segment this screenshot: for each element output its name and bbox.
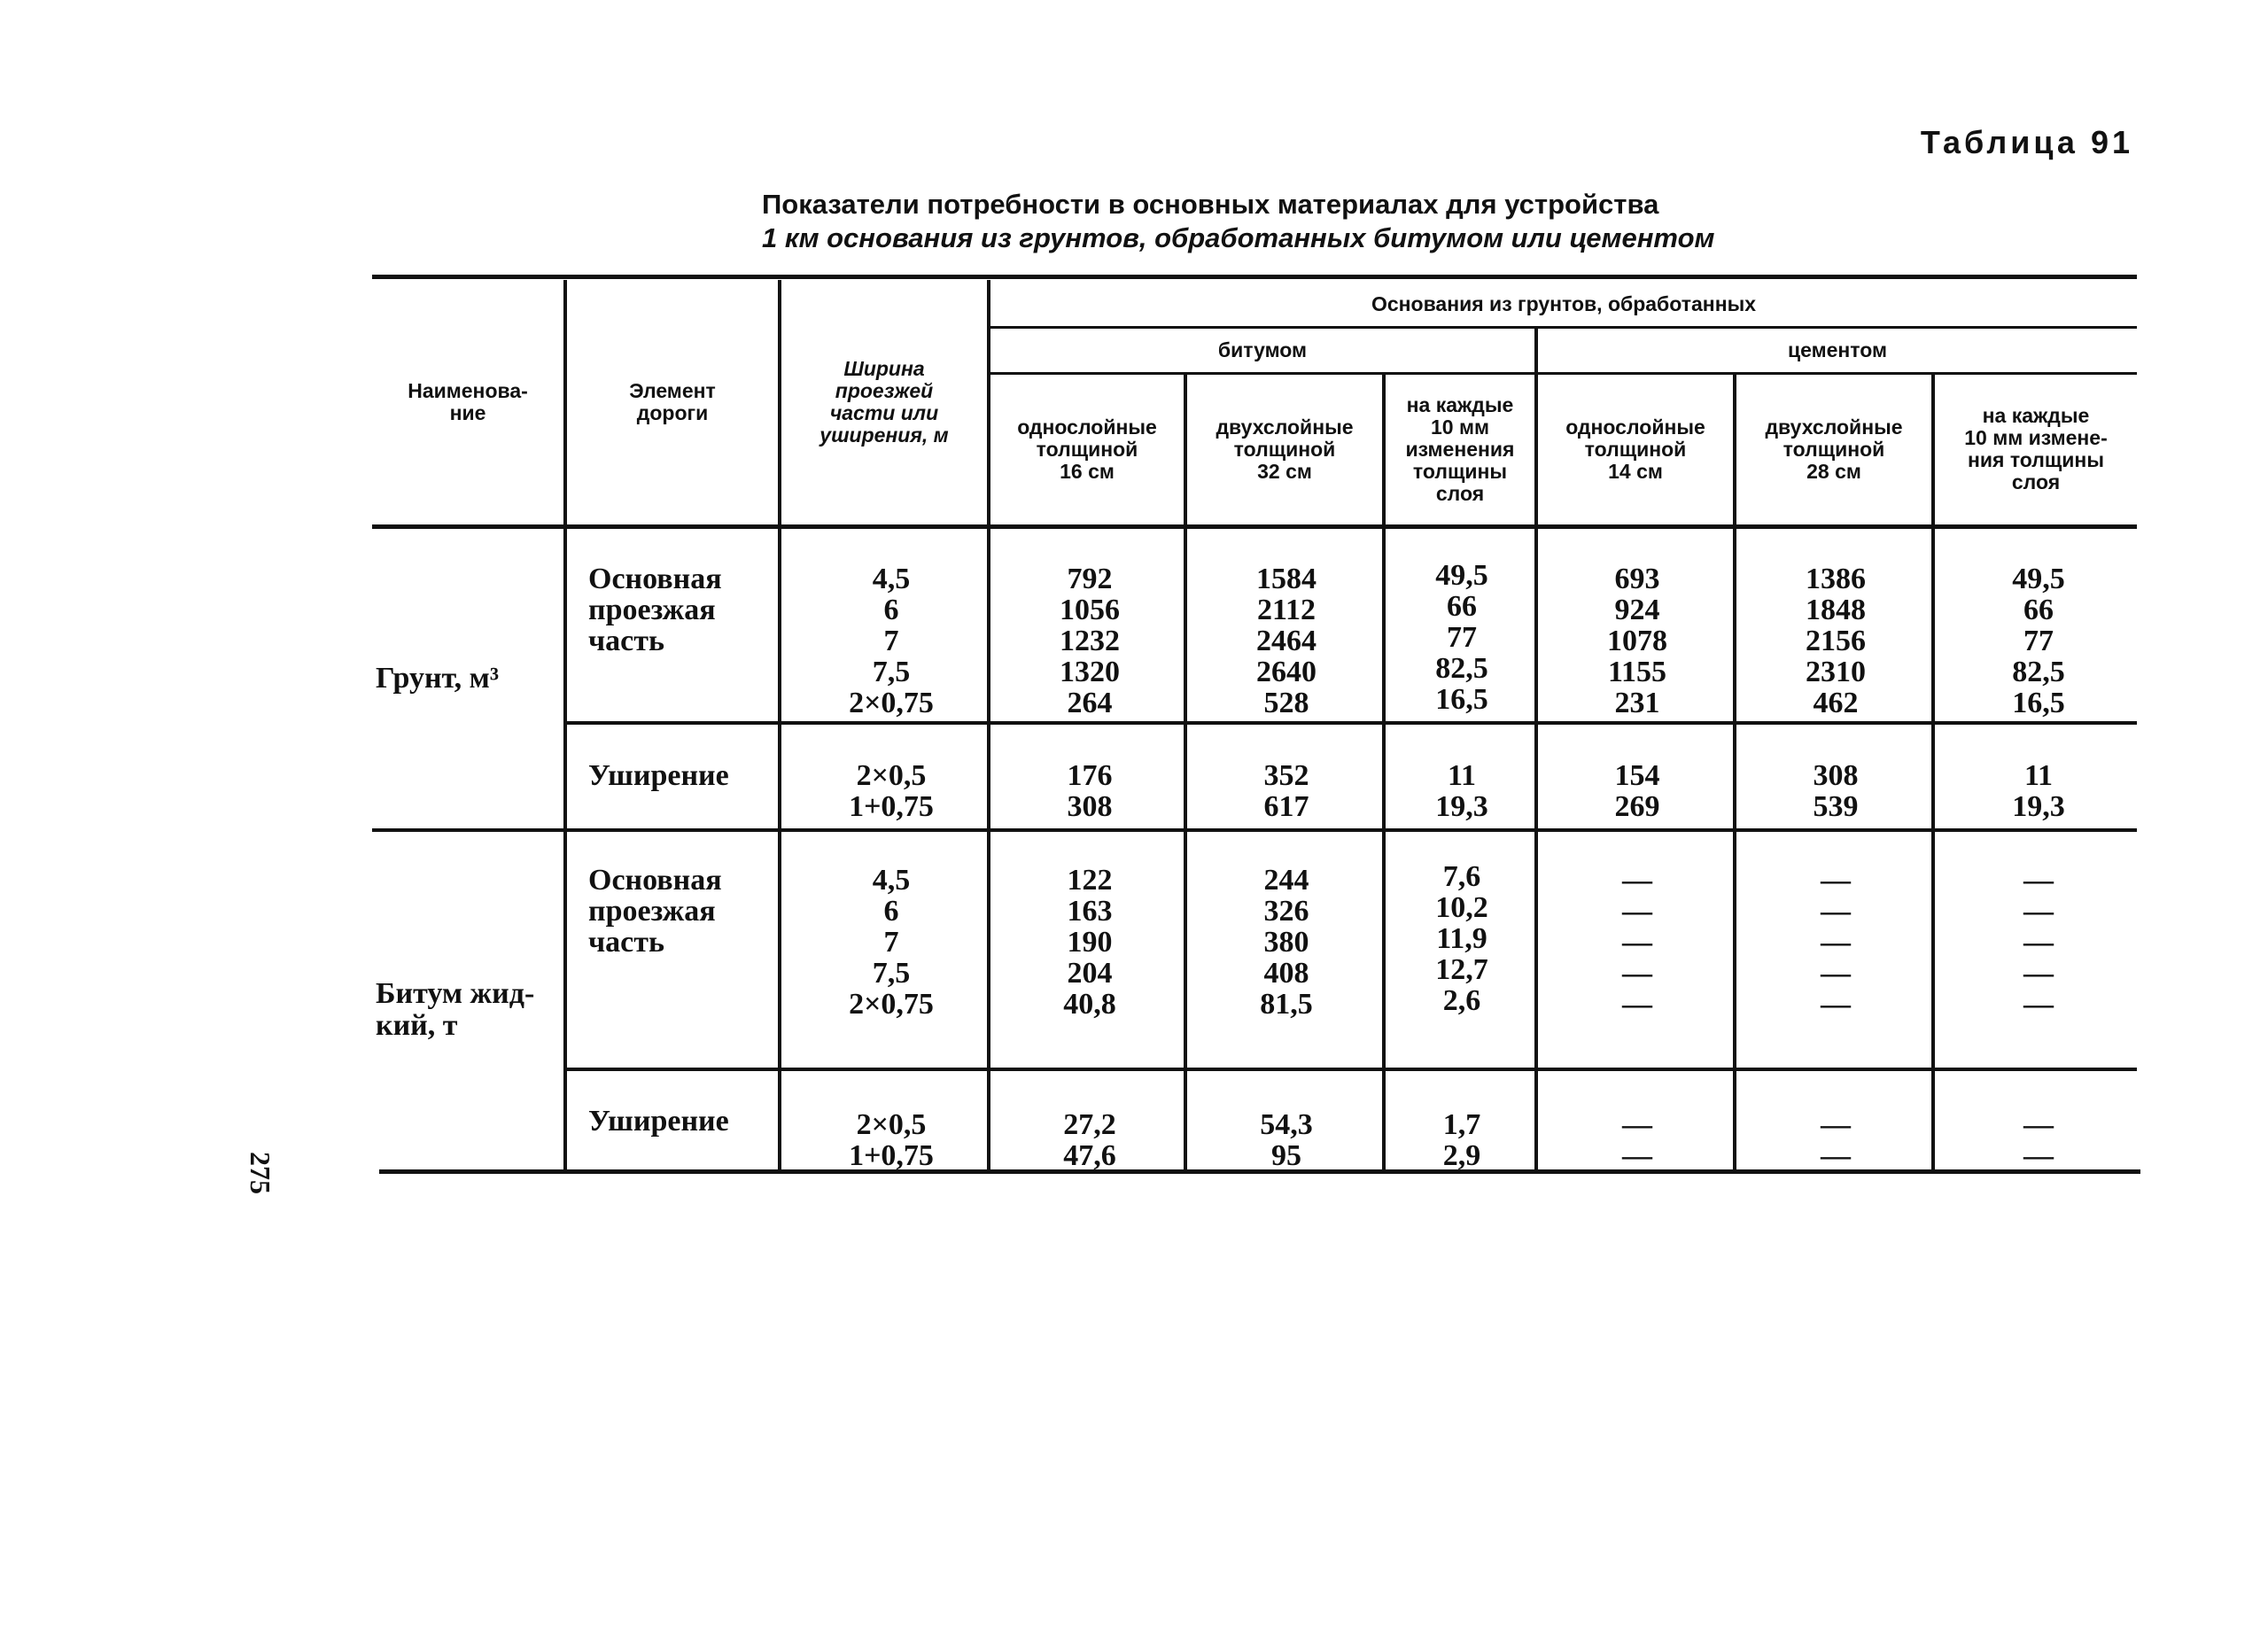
header-bitumen: битумом — [1217, 338, 1308, 361]
cell-c1: 792 1056 1232 1320 264 — [1060, 563, 1120, 719]
section-name: Битум жид- кий, т — [376, 977, 535, 1042]
section1-block-rule — [567, 721, 2137, 725]
header-c5: двухслойные толщиной 28 см — [1765, 415, 1903, 483]
table-caption — [762, 188, 1914, 255]
table-top-rule — [372, 275, 2137, 279]
cell-widths: 4,5 6 7 7,5 2×0,75 — [849, 563, 934, 719]
cell-c2: 352 617 — [1263, 759, 1309, 823]
cell-c3: 49,5 66 77 82,5 16,5 — [1435, 559, 1488, 716]
cell-widths: 2×0,5 1+0,75 — [849, 1108, 934, 1172]
table-number: Таблица 91 — [1920, 124, 2133, 160]
cell-c5: — — — — — — [1821, 864, 1851, 1021]
header-c6: на каждые 10 мм измене- ния толщины слоя — [1964, 404, 2108, 493]
header-element: Элемент дороги — [629, 379, 716, 424]
header-name: Наименова- ние — [408, 379, 528, 424]
cell-c2: 1584 2112 2464 2640 528 — [1256, 563, 1317, 719]
cell-c6: — — — [2023, 1108, 2054, 1172]
header-cement: цементом — [1787, 338, 1888, 361]
cell-c2: 244 326 380 408 81,5 — [1260, 864, 1313, 1021]
header-c3: на каждые 10 мм изменения толщины слоя — [1405, 392, 1515, 505]
cell-c5: 1386 1848 2156 2310 462 — [1806, 563, 1866, 719]
cell-c1: 27,2 47,6 — [1063, 1108, 1116, 1172]
caption-line-2: 1 км основания из грунтов, обработанных битумом или цементом — [762, 222, 1715, 253]
caption-line-1: Показатели потребности в основных материалах для устройства — [762, 189, 1659, 220]
section2-block-rule — [567, 1068, 2137, 1071]
cell-widths: 2×0,5 1+0,75 — [849, 759, 934, 823]
section-name: Грунт, м³ — [376, 662, 500, 695]
cell-c5: — — — [1821, 1108, 1851, 1172]
section-divider-rule — [372, 828, 2137, 832]
cell-c4: 693 924 1078 1155 231 — [1607, 563, 1667, 719]
header-width: Ширина проезжей части или уширения, м — [819, 357, 949, 447]
subgroup-header-rule — [990, 372, 2137, 375]
row-element: Основная проезжая часть — [588, 563, 722, 657]
cell-c1: 176 308 — [1067, 759, 1113, 823]
header-c4: однослойные толщиной 14 см — [1565, 415, 1705, 483]
cell-widths: 4,5 6 7 7,5 2×0,75 — [849, 864, 934, 1021]
cell-c3: 11 19,3 — [1435, 759, 1488, 823]
row-element: Основная проезжая часть — [588, 864, 722, 959]
cell-c3: 7,6 10,2 11,9 12,7 2,6 — [1435, 860, 1488, 1017]
cell-c3: 1,7 2,9 — [1442, 1108, 1481, 1172]
cell-c6: 49,5 66 77 82,5 16,5 — [2012, 563, 2065, 719]
cell-c2: 54,3 95 — [1260, 1108, 1313, 1172]
header-c2: двухслойные толщиной 32 см — [1216, 415, 1354, 483]
header-bottom-rule — [372, 524, 2137, 529]
cell-c4: — — — — — — [1622, 864, 1652, 1021]
cell-c6: — — — — — — [2023, 864, 2054, 1021]
cell-c4: — — — [1622, 1108, 1652, 1172]
header-group: Основания из грунтов, обработанных — [1371, 291, 1757, 315]
page-number: 275 — [245, 1152, 276, 1194]
row-element: Уширение — [588, 1105, 729, 1138]
cell-c4: 154 269 — [1614, 759, 1660, 823]
cell-c1: 122 163 190 204 40,8 — [1063, 864, 1116, 1021]
cell-c5: 308 539 — [1813, 759, 1859, 823]
row-element: Уширение — [588, 759, 729, 792]
header-c1: однослойные толщиной 16 см — [1017, 415, 1157, 483]
cell-c6: 11 19,3 — [2012, 759, 2065, 823]
